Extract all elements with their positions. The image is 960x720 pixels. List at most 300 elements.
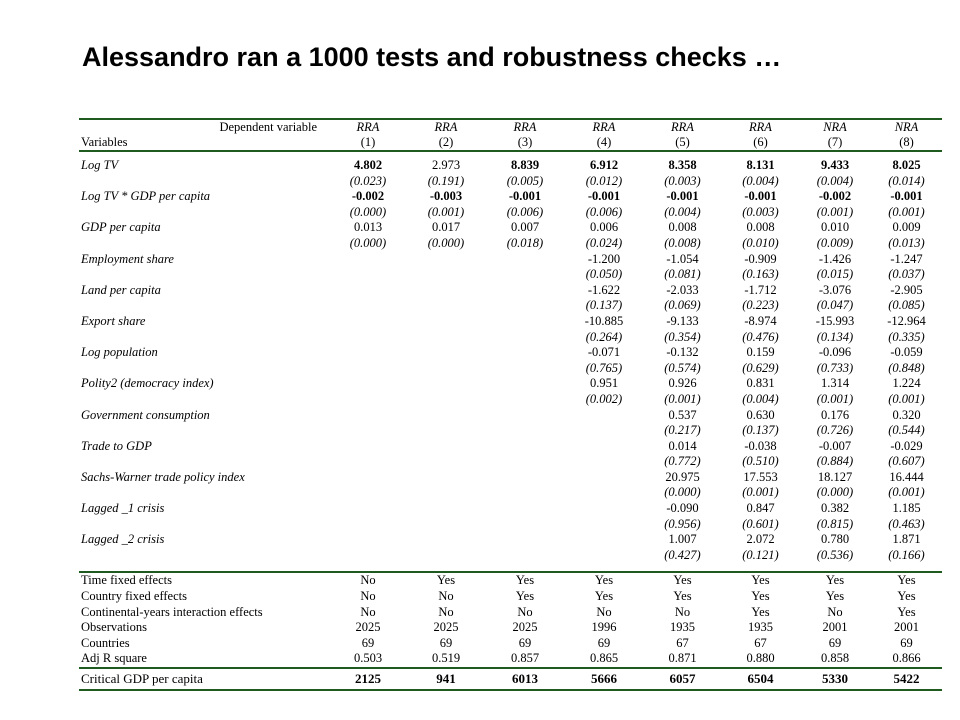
coefficient-cell: 8.839 [510, 158, 540, 172]
spacer-cell [871, 563, 942, 572]
coefficient-cell: 0.008 [668, 220, 697, 235]
pvalue-cell: (0.848) [888, 360, 925, 375]
pvalue-cell: (0.427) [664, 547, 701, 562]
pvalue-cell: (0.003) [664, 173, 701, 188]
pvalue-cell: (0.069) [664, 298, 701, 313]
coefficient-cell: 6.912 [589, 158, 619, 172]
summary-value-cell: Yes [897, 589, 916, 604]
coefficient-cell: -0.001 [744, 189, 777, 204]
spacer-cell [799, 563, 871, 572]
pvalue-cell [329, 517, 407, 533]
pvalue-cell [407, 298, 485, 314]
pvalue-label-blank [79, 361, 329, 377]
summary-value-cell: 69 [518, 635, 532, 650]
coef-row [79, 158, 942, 174]
pvalue-cell [407, 517, 485, 533]
spacer-cell [643, 563, 722, 572]
coefficient-cell [329, 501, 407, 517]
pvalue-cell: (0.009) [816, 235, 854, 250]
pvalue-label-blank [79, 548, 329, 564]
coef-row [79, 345, 942, 361]
pvalue-row [79, 392, 942, 408]
coefficient-cell: 0.537 [668, 407, 697, 422]
coefficient-cell: -0.001 [890, 189, 923, 204]
pvalue-cell: (0.223) [742, 298, 779, 313]
pvalue-cell: (0.050) [585, 267, 623, 282]
coefficient-cell: -15.993 [815, 313, 855, 328]
coefficient-cell: -0.003 [429, 189, 463, 204]
pvalue-cell: (0.001) [427, 204, 465, 219]
coefficient-cell: 8.358 [668, 158, 697, 172]
summary-value-cell: Yes [751, 604, 770, 619]
coefficient-cell [485, 532, 565, 548]
summary-value-cell: No [596, 604, 612, 619]
spacer-cell [407, 563, 485, 572]
pvalue-cell: (0.024) [585, 235, 623, 250]
pvalue-cell: (0.765) [585, 360, 623, 375]
pvalue-label-blank [79, 267, 329, 283]
pvalue-cell: (0.005) [506, 173, 544, 188]
critical-gdp-row [79, 668, 942, 689]
pvalue-row [79, 454, 942, 470]
pvalue-cell [329, 423, 407, 439]
coefficient-cell [485, 345, 565, 361]
pvalue-cell: (0.012) [585, 173, 623, 188]
coefficient-cell: -1.054 [666, 251, 699, 266]
pvalue-cell [329, 548, 407, 564]
summary-value-cell: 0.871 [668, 651, 697, 666]
pvalue-cell [485, 361, 565, 377]
coefficient-cell: 0.010 [820, 220, 850, 235]
coefficient-cell: -0.059 [890, 345, 923, 360]
pvalue-cell: (0.217) [664, 423, 701, 438]
pvalue-row [79, 236, 942, 252]
variable-label: Land per capita [81, 282, 161, 297]
coefficient-cell [407, 470, 485, 486]
pvalue-cell [485, 330, 565, 346]
coefficient-cell: 17.553 [743, 469, 778, 484]
pvalue-cell [485, 423, 565, 439]
summary-value-cell: Yes [722, 572, 799, 589]
variable-label: Trade to GDP [81, 438, 152, 453]
spacer-cell [329, 151, 407, 158]
coefficient-cell [407, 252, 485, 268]
dep-var-cell: RRA [356, 120, 380, 134]
variable-label: Polity2 (democracy index) [81, 376, 214, 391]
pvalue-cell: (0.000) [349, 204, 387, 219]
coefficient-cell [565, 439, 643, 455]
pvalue-cell: (0.607) [888, 454, 925, 469]
coefficient-cell: -1.622 [587, 282, 621, 297]
coefficient-cell: 0.006 [589, 220, 619, 235]
coefficient-cell: 0.630 [746, 407, 775, 422]
coefficient-cell [407, 408, 485, 424]
summary-row [79, 605, 942, 621]
coefficient-cell [407, 283, 485, 299]
variable-label: Export share [81, 313, 146, 328]
pvalue-cell [407, 361, 485, 377]
coefficient-cell [329, 252, 407, 268]
slide-title: Alessandro ran a 1000 tests and robustness checks … [82, 42, 782, 72]
summary-value-cell: 0.880 [746, 651, 775, 666]
coefficient-cell: 16.444 [889, 469, 924, 484]
spacer-cell [79, 151, 329, 158]
summary-value-cell: 69 [439, 635, 453, 650]
pvalue-cell: (0.085) [888, 298, 925, 313]
pvalue-cell [485, 298, 565, 314]
pvalue-cell [485, 548, 565, 564]
spacer-cell [329, 563, 407, 572]
column-number-cell: (5) [643, 135, 722, 151]
column-number-cell: (8) [871, 135, 942, 151]
header-dep-row [79, 120, 942, 135]
coefficient-cell [485, 376, 565, 392]
coefficient-cell: 0.013 [353, 220, 383, 235]
pvalue-cell: (0.000) [816, 485, 854, 500]
coefficient-cell [407, 376, 485, 392]
coefficient-cell: -3.076 [818, 282, 852, 297]
coefficient-cell [329, 376, 407, 392]
coefficient-cell: -0.038 [744, 438, 777, 453]
pvalue-cell [407, 485, 485, 501]
coefficient-cell [565, 408, 643, 424]
coef-row [79, 220, 942, 236]
critical-gdp-value-cell: 5330 [799, 668, 871, 689]
pvalue-cell: (0.081) [664, 267, 701, 282]
spacer-cell [565, 151, 643, 158]
dependent-variable-label: Dependent variable [219, 120, 317, 134]
pvalue-cell: (0.006) [506, 204, 544, 219]
summary-value-cell: 0.865 [589, 651, 619, 666]
column-number-cell: (4) [565, 135, 643, 151]
summary-value-cell: No [360, 604, 376, 619]
pvalue-cell [329, 330, 407, 346]
coefficient-cell: -10.885 [584, 313, 624, 328]
coefficient-cell [407, 314, 485, 330]
summary-value-cell: 67 [754, 635, 767, 650]
column-number-cell: (3) [485, 135, 565, 151]
pvalue-cell [407, 423, 485, 439]
summary-value-cell: 2025 [512, 620, 538, 635]
pvalue-cell [485, 267, 565, 283]
pvalue-cell: (0.014) [888, 173, 925, 188]
coefficient-cell [329, 470, 407, 486]
pvalue-row [79, 205, 942, 221]
critical-gdp-value-cell: 6057 [643, 668, 722, 689]
pvalue-cell: (0.733) [816, 360, 854, 375]
pvalue-cell: (0.000) [427, 235, 465, 250]
coefficient-cell: -9.133 [666, 313, 699, 328]
pvalue-cell [565, 517, 643, 533]
pvalue-cell: (0.544) [888, 423, 925, 438]
critical-gdp-value-cell: 6504 [722, 668, 799, 689]
coefficient-cell [485, 283, 565, 299]
coefficient-cell: 18.127 [817, 469, 853, 484]
coefficient-cell [485, 252, 565, 268]
summary-value-cell: 0.866 [892, 651, 921, 666]
coefficient-cell: -0.007 [818, 438, 852, 453]
summary-row [79, 620, 942, 636]
spacer-cell [799, 151, 871, 158]
pvalue-cell [329, 267, 407, 283]
coef-row [79, 408, 942, 424]
coef-row [79, 189, 942, 205]
critical-gdp-value-cell: 5666 [565, 668, 643, 689]
spacer-cell [722, 151, 799, 158]
critical-gdp-value-cell: 2125 [329, 668, 407, 689]
summary-value-cell: Yes [515, 589, 535, 604]
coef-row [79, 376, 942, 392]
summary-value-cell: No [827, 604, 843, 619]
summary-value-cell: 67 [676, 635, 689, 650]
coefficient-cell: -0.002 [351, 189, 385, 204]
header-var-row [79, 135, 942, 151]
pvalue-cell [407, 548, 485, 564]
pvalue-row [79, 174, 942, 190]
pvalue-cell [329, 361, 407, 377]
summary-value-cell: 0.858 [820, 651, 850, 666]
pvalue-cell: (0.536) [816, 547, 854, 562]
spacer-row [79, 151, 942, 158]
pvalue-cell: (0.004) [742, 173, 779, 188]
variable-label: Log TV [81, 158, 119, 172]
critical-gdp-label: Critical GDP per capita [79, 668, 329, 689]
coefficient-cell [407, 439, 485, 455]
variable-label: Sachs-Warner trade policy index [81, 469, 245, 484]
pvalue-cell: (0.000) [664, 485, 701, 500]
summary-value-cell: 1935 [670, 620, 695, 635]
summary-value-cell: Yes [565, 572, 643, 589]
dep-var-cell: NRA [823, 120, 847, 134]
pvalue-cell: (0.003) [742, 204, 779, 219]
spacer-row [79, 563, 942, 572]
coefficient-cell: 0.007 [510, 220, 540, 235]
pvalue-cell: (0.001) [816, 391, 854, 406]
dep-var-cell: RRA [671, 120, 694, 134]
summary-value-cell: 2001 [894, 620, 919, 635]
pvalue-cell: (0.004) [816, 173, 854, 188]
summary-value-cell: Yes [799, 572, 871, 589]
pvalue-cell: (0.000) [349, 235, 387, 250]
coefficient-cell: 0.176 [820, 407, 850, 422]
coefficient-cell [485, 470, 565, 486]
coefficient-cell: 0.780 [820, 532, 850, 547]
summary-value-cell: 0.519 [431, 651, 461, 666]
summary-value-cell: 69 [828, 635, 842, 650]
pvalue-cell [407, 392, 485, 408]
coefficient-cell: 0.847 [746, 501, 775, 516]
coefficient-cell: -1.200 [587, 251, 621, 266]
dep-var-cell: NRA [894, 120, 919, 134]
pvalue-cell: (0.815) [816, 516, 854, 531]
pvalue-label-blank [79, 205, 329, 221]
summary-value-cell: Yes [751, 589, 770, 604]
coefficient-cell: 0.382 [820, 501, 850, 516]
pvalue-cell: (0.191) [427, 173, 465, 188]
summary-row [79, 651, 942, 668]
summary-row [79, 636, 942, 652]
summary-label: Country fixed effects [81, 589, 187, 604]
coefficient-cell: 1.185 [892, 501, 921, 516]
coefficient-cell [329, 439, 407, 455]
coefficient-cell: -1.247 [890, 251, 923, 266]
coefficient-cell: -0.002 [818, 189, 852, 204]
coefficient-cell: -2.033 [666, 282, 699, 297]
pvalue-cell: (0.001) [888, 485, 925, 500]
pvalue-label-blank [79, 174, 329, 190]
summary-value-cell: Yes [871, 572, 942, 589]
spacer-cell [485, 151, 565, 158]
pvalue-label-blank [79, 236, 329, 252]
summary-label: Time fixed effects [79, 572, 329, 589]
pvalue-cell: (0.008) [664, 235, 701, 250]
pvalue-cell: (0.166) [888, 547, 925, 562]
summary-value-cell: No [360, 589, 376, 604]
coefficient-cell: -8.974 [744, 313, 777, 328]
critical-gdp-value-cell: 941 [407, 668, 485, 689]
pvalue-cell: (0.023) [349, 173, 387, 188]
regression-table-body [79, 120, 942, 689]
spacer-cell [565, 563, 643, 572]
coefficient-cell: -0.096 [818, 345, 852, 360]
coefficient-cell: -0.001 [508, 189, 542, 204]
pvalue-label-blank [79, 517, 329, 533]
coefficient-cell: 2.072 [746, 532, 775, 547]
pvalue-cell [485, 454, 565, 470]
coefficient-cell [565, 470, 643, 486]
column-number-cell: (6) [722, 135, 799, 151]
coefficient-cell [407, 532, 485, 548]
variable-label: Log TV * GDP per capita [81, 189, 211, 204]
pvalue-row [79, 267, 942, 283]
spacer-cell [722, 563, 799, 572]
coef-row [79, 532, 942, 548]
coefficient-cell: 8.025 [892, 158, 921, 172]
coefficient-cell: 1.007 [668, 532, 697, 547]
pvalue-cell: (0.004) [742, 391, 779, 406]
pvalue-cell: (0.601) [742, 516, 779, 531]
summary-value-cell: 2001 [822, 620, 848, 635]
summary-value-cell: 0.503 [353, 651, 383, 666]
pvalue-cell: (0.463) [888, 516, 925, 531]
coefficient-cell: 20.975 [665, 469, 700, 484]
pvalue-row [79, 330, 942, 346]
pvalue-cell: (0.137) [742, 423, 779, 438]
coefficient-cell [329, 283, 407, 299]
pvalue-cell: (0.629) [742, 360, 779, 375]
summary-value-cell: 1935 [748, 620, 773, 635]
summary-value-cell: No [517, 604, 533, 619]
summary-value-cell: 69 [361, 635, 375, 650]
pvalue-cell: (0.884) [816, 454, 854, 469]
summary-row [79, 572, 942, 589]
pvalue-row [79, 485, 942, 501]
coefficient-cell [407, 501, 485, 517]
summary-value-cell: 1996 [591, 620, 617, 635]
pvalue-cell: (0.134) [816, 329, 854, 344]
spacer-cell [485, 563, 565, 572]
coefficient-cell: 0.008 [746, 220, 775, 235]
summary-value-cell: No [438, 589, 454, 604]
summary-value-cell: No [329, 572, 407, 589]
coefficient-cell [565, 532, 643, 548]
pvalue-cell: (0.001) [816, 204, 854, 219]
coefficient-cell: 8.131 [746, 158, 775, 172]
pvalue-cell [329, 392, 407, 408]
pvalue-cell: (0.001) [664, 391, 701, 406]
spacer-cell [79, 563, 329, 572]
pvalue-cell: (0.121) [742, 547, 779, 562]
column-number-cell: (7) [799, 135, 871, 151]
summary-value-cell: No [438, 604, 454, 619]
variable-label: Log population [81, 345, 158, 360]
pvalue-cell: (0.047) [816, 298, 854, 313]
pvalue-cell: (0.001) [888, 204, 925, 219]
coefficient-cell [485, 408, 565, 424]
coefficient-cell [329, 408, 407, 424]
summary-value-cell: 2025 [355, 620, 381, 635]
coefficient-cell: 9.433 [820, 158, 850, 172]
pvalue-cell [329, 454, 407, 470]
coefficient-cell: 0.951 [589, 376, 619, 391]
coefficient-cell [407, 345, 485, 361]
pvalue-row [79, 423, 942, 439]
dep-var-cell: RRA [513, 120, 537, 134]
coefficient-cell: 1.314 [820, 376, 850, 391]
pvalue-cell [407, 267, 485, 283]
coefficient-cell: 4.802 [353, 158, 383, 172]
summary-value-cell: Yes [643, 572, 722, 589]
coefficient-cell: 1.871 [892, 532, 921, 547]
coefficient-cell: -0.909 [744, 251, 777, 266]
regression-table-container [79, 118, 942, 691]
coef-row [79, 252, 942, 268]
pvalue-cell: (0.956) [664, 516, 701, 531]
column-number-cell: (1) [329, 135, 407, 151]
pvalue-cell: (0.264) [585, 329, 623, 344]
coefficient-cell: -0.071 [587, 345, 621, 360]
pvalue-cell: (0.574) [664, 360, 701, 375]
coefficient-cell: 0.017 [431, 220, 461, 235]
column-number-cell: (2) [407, 135, 485, 151]
coefficient-cell [485, 439, 565, 455]
summary-row [79, 589, 942, 605]
summary-value-cell: Yes [594, 589, 614, 604]
pvalue-cell: (0.354) [664, 329, 701, 344]
pvalue-label-blank [79, 485, 329, 501]
coefficient-cell: 0.014 [668, 438, 697, 453]
pvalue-cell: (0.037) [888, 267, 925, 282]
summary-value-cell: 0.857 [510, 651, 540, 666]
coefficient-cell: -0.001 [666, 189, 699, 204]
pvalue-cell: (0.018) [506, 235, 544, 250]
pvalue-label-blank [79, 392, 329, 408]
summary-value-cell: Yes [897, 604, 916, 619]
spacer-cell [643, 151, 722, 158]
coefficient-cell [485, 314, 565, 330]
variables-label: Variables [79, 135, 329, 151]
pvalue-cell: (0.476) [742, 329, 779, 344]
coefficient-cell: 2.973 [431, 158, 461, 172]
summary-value-cell: Yes [825, 589, 845, 604]
variable-label: Employment share [81, 251, 174, 266]
coefficient-cell: -0.090 [666, 501, 699, 516]
coefficient-cell: -12.964 [887, 313, 926, 328]
pvalue-cell [485, 392, 565, 408]
summary-label: Adj R square [81, 651, 147, 666]
coefficient-cell: 1.224 [892, 376, 921, 391]
summary-value-cell: Yes [407, 572, 485, 589]
